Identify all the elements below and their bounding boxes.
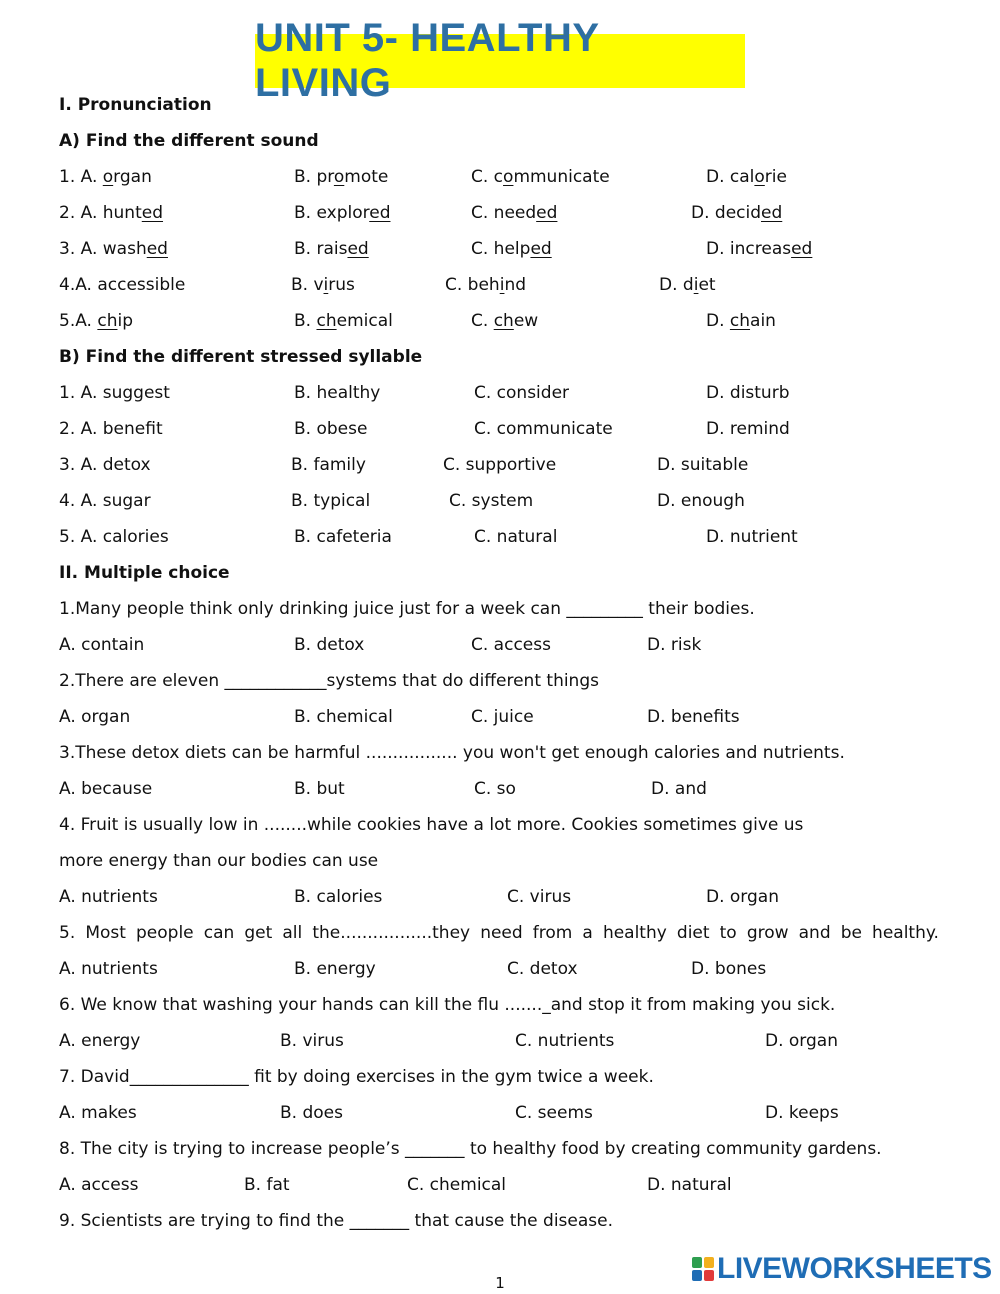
option-b[interactable]: B. chemical [294, 707, 393, 727]
option-d: D. diet [659, 275, 716, 295]
option-a: 5. A. calories [59, 527, 169, 547]
option-b[interactable]: B. detox [294, 635, 365, 655]
option-c[interactable]: C. access [471, 635, 551, 655]
option-c[interactable]: C. virus [507, 887, 572, 907]
option-b: B. obese [294, 419, 368, 439]
option-d[interactable]: D. keeps [765, 1103, 839, 1123]
option-c[interactable]: C. seems [515, 1103, 593, 1123]
option-a[interactable]: A. access [59, 1175, 139, 1195]
question-text: 9. Scientists are trying to find the _______ that cause the disease. [59, 1211, 614, 1231]
option-b: B. cafeteria [294, 527, 392, 547]
option-c: C. supportive [443, 455, 557, 475]
question-text-continued: more energy than our bodies can use [59, 851, 379, 871]
option-a: 5.A. chip [59, 311, 133, 331]
option-b: B. family [291, 455, 366, 475]
option-a[interactable]: A. organ [59, 707, 131, 727]
question-text: 8. The city is trying to increase people’s _______ to healthy food by creating community gardens. [59, 1139, 882, 1159]
option-a[interactable]: A. nutrients [59, 887, 158, 907]
option-b[interactable]: B. calories [294, 887, 383, 907]
option-a: 1. A. suggest [59, 383, 170, 403]
option-d: D. nutrient [706, 527, 798, 547]
option-a: 3. A. detox [59, 455, 151, 475]
option-b[interactable]: B. energy [294, 959, 376, 979]
option-a[interactable]: A. makes [59, 1103, 137, 1123]
option-b: B. typical [291, 491, 371, 511]
option-c: C. behind [445, 275, 527, 295]
option-a: 3. A. washed [59, 239, 168, 259]
option-c[interactable]: C. chemical [407, 1175, 507, 1195]
option-c[interactable]: C. juice [471, 707, 534, 727]
question-text: 7. David______________ fit by doing exercises in the gym twice a week. [59, 1067, 654, 1087]
option-d[interactable]: D. organ [765, 1031, 838, 1051]
option-a[interactable]: A. energy [59, 1031, 141, 1051]
option-d: D. disturb [706, 383, 790, 403]
option-d: D. increased [706, 239, 813, 259]
option-a: 4.A. accessible [59, 275, 186, 295]
option-b[interactable]: B. virus [280, 1031, 344, 1051]
option-c[interactable]: C. nutrients [515, 1031, 615, 1051]
option-a: 1. A. organ [59, 167, 152, 187]
option-a: 2. A. hunted [59, 203, 164, 223]
part-a-heading: A) Find the different sound [59, 131, 319, 151]
option-b: B. chemical [294, 311, 393, 331]
option-c: C. system [449, 491, 534, 511]
option-b: B. healthy [294, 383, 381, 403]
option-c[interactable]: C. so [474, 779, 516, 799]
option-c: C. communicate [474, 419, 613, 439]
logo-text: LIVEWORKSHEETS [717, 1252, 992, 1285]
option-d[interactable]: D. risk [647, 635, 702, 655]
section-pronunciation-heading: I. Pronunciation [59, 95, 212, 115]
option-c: C. chew [471, 311, 539, 331]
option-d[interactable]: D. bones [691, 959, 767, 979]
option-d[interactable]: D. benefits [647, 707, 740, 727]
option-a[interactable]: A. because [59, 779, 153, 799]
option-c: C. natural [474, 527, 558, 547]
option-d[interactable]: D. and [651, 779, 707, 799]
option-d[interactable]: D. natural [647, 1175, 732, 1195]
question-text: 1.Many people think only drinking juice just for a week can _________ their bodies. [59, 599, 755, 619]
option-a: 4. A. sugar [59, 491, 151, 511]
option-c: C. consider [474, 383, 570, 403]
option-c[interactable]: C. detox [507, 959, 578, 979]
option-b: B. virus [291, 275, 355, 295]
option-b[interactable]: B. does [280, 1103, 343, 1123]
option-d: D. remind [706, 419, 790, 439]
logo-block [692, 1257, 702, 1268]
option-c: C. helped [471, 239, 552, 259]
option-c: C. needed [471, 203, 558, 223]
option-c: C. communicate [471, 167, 610, 187]
question-text: 6. We know that washing your hands can kill the flu ......._and stop it from making you sick. [59, 995, 836, 1015]
option-d[interactable]: D. organ [706, 887, 779, 907]
question-text: 3.These detox diets can be harmful ................. you won't get enough calories and nutrients. [59, 743, 845, 763]
question-text: 4. Fruit is usually low in ........while cookies have a lot more. Cookies sometimes give us [59, 815, 804, 835]
question-text: 5. Most people can get all the.................they need from a healthy diet to grow and be healthy. [59, 923, 939, 943]
option-b[interactable]: B. but [294, 779, 345, 799]
option-d: D. decided [691, 203, 783, 223]
option-d: D. calorie [706, 167, 787, 187]
option-d: D. enough [657, 491, 745, 511]
part-b-heading: B) Find the different stressed syllable [59, 347, 423, 367]
option-a: 2. A. benefit [59, 419, 163, 439]
page-number: 1 [495, 1274, 505, 1292]
logo-block [704, 1257, 714, 1268]
option-a[interactable]: A. contain [59, 635, 145, 655]
option-b[interactable]: B. fat [244, 1175, 290, 1195]
page-title: UNIT 5- HEALTHY LIVING [255, 34, 745, 88]
option-a[interactable]: A. nutrients [59, 959, 158, 979]
option-b: B. promote [294, 167, 389, 187]
option-b: B. explored [294, 203, 391, 223]
option-d: D. suitable [657, 455, 749, 475]
option-b: B. raised [294, 239, 369, 259]
question-text: 2.There are eleven ____________systems that do different things [59, 671, 599, 691]
option-d: D. chain [706, 311, 776, 331]
section-multiple-choice-heading: II. Multiple choice [59, 563, 230, 583]
